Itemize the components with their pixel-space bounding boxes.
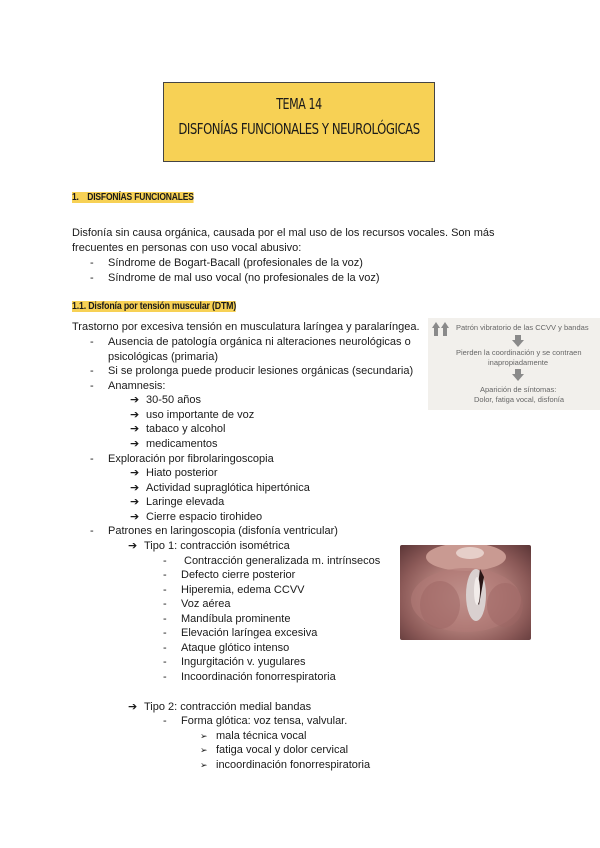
dash-bullet-icon: - [163,569,167,581]
list-item: ➔ Hiato posterior [130,467,218,479]
list-item: - Hiperemia, edema CCVV [163,584,305,596]
arrow-bullet-icon: ➔ [128,701,138,713]
arrow-bullet-icon: ➔ [128,540,138,552]
list-item: - Ingurgitación v. yugulares [163,656,306,668]
list-item: - Patrones en laringoscopia (disfonía ventricular) [90,525,338,537]
dash-bullet-icon: - [163,671,167,683]
flowchart-step2-line1: Pierden la coordinación y se contraen [456,348,582,357]
list-item: ➢ mala técnica vocal [200,730,307,742]
list-item: - Exploración por fibrolaringoscopia [90,453,274,465]
arrow-bullet-icon: ➔ [130,511,140,523]
section11-intro: Trastorno por excesiva tensión en musculatura laríngea y paralaríngea. [72,321,420,333]
dash-bullet-icon: - [163,642,167,654]
list-item: ➢ incoordinación fonorrespiratoria [200,759,371,771]
arrow-bullet-icon: ➔ [130,394,140,406]
list-item: - Incoordinación fonorrespiratoria [163,671,336,683]
flowchart-figure [428,318,600,410]
list-item: - Ataque glótico intenso [163,642,290,654]
list-item: ➔ uso importante de voz [130,409,255,421]
list-item: ➔ Cierre espacio tirohideo [130,511,263,523]
dash-bullet-icon: - [163,613,167,625]
dash-bullet-icon: - [163,715,167,727]
list-item: ➢ fatiga vocal y dolor cervical [200,744,349,756]
list-item: ➔ Tipo 2: contracción medial bandas [128,701,312,713]
dash-bullet-icon: - [163,627,167,639]
triangle-bullet-icon: ➢ [200,760,208,770]
section1-intro-line1: Disfonía sin causa orgánica, causada por el mal uso de los recursos vocales. Son más [72,227,495,239]
list-item: ➔ 30-50 años [130,394,202,406]
double-up-arrow-icon [432,322,452,336]
dash-bullet-icon: - [90,336,94,348]
list-item-continuation: psicológicas (primaria) [108,351,219,363]
arrow-bullet-icon: ➔ [130,438,140,450]
section11-heading: 1.1. Disfonía por tensión muscular (DTM) [72,301,237,312]
dash-bullet-icon: - [90,453,94,465]
section1-number: 1. [72,192,79,203]
list-item: ➔ Actividad supraglótica hipertónica [130,482,310,494]
section1-title: DISFONÍAS FUNCIONALES [87,192,194,203]
arrow-bullet-icon: ➔ [130,409,140,421]
arrow-bullet-icon: ➔ [130,423,140,435]
list-item: - Si se prolonga puede producir lesiones orgánicas (secundaria) [90,365,414,377]
section1-heading [72,192,194,203]
list-item: - Contracción generalizada m. intrínsecos [163,555,381,567]
section1-intro-line2: frecuentes en personas con uso vocal abusivo: [72,242,302,254]
list-item: ➔ Laringe elevada [130,496,225,508]
dash-bullet-icon: - [163,584,167,596]
dash-bullet-icon: - [163,656,167,668]
list-item: - Forma glótica: voz tensa, valvular. [163,715,348,727]
list-item: - Defecto cierre posterior [163,569,296,581]
flowchart-step2-line2: inapropiadamente [488,358,549,367]
arrow-bullet-icon: ➔ [130,496,140,508]
dash-bullet-icon: - [90,380,94,392]
list-item: ➔ tabaco y alcohol [130,423,226,435]
flowchart-step3-line2: Dolor, fatiga vocal, disfonía [474,395,565,404]
dash-bullet-icon: - [163,598,167,610]
arrow-bullet-icon: ➔ [130,482,140,494]
list-item: - Ausencia de patología orgánica ni alteraciones neurológicas o [90,336,411,348]
list-item: - Voz aérea [163,598,231,610]
flowchart-step1: Patrón vibratorio de las CCVV y bandas [456,323,589,332]
list-item: - Anamnesis: [90,380,166,392]
list-item: ➔ medicamentos [130,438,218,450]
section1-intro [72,226,532,256]
dash-bullet-icon: - [90,365,94,377]
dash-bullet-icon: - [90,257,94,269]
title-line2: DISFONÍAS FUNCIONALES Y NEUROLÓGICAS [178,120,420,138]
triangle-bullet-icon: ➢ [200,731,208,741]
list-item: - Síndrome de Bogart-Bacall (profesionales de la voz) [90,257,363,269]
flowchart-step3-line1: Aparición de síntomas: [480,385,557,394]
down-arrow-icon [512,335,524,347]
down-arrow-icon [512,369,524,381]
arrow-bullet-icon: ➔ [130,467,140,479]
dash-bullet-icon: - [90,525,94,537]
list-item: - Elevación laríngea excesiva [163,627,318,639]
list-item: - Síndrome de mal uso vocal (no profesionales de la voz) [90,272,380,284]
list-item: ➔ Tipo 1: contracción isométrica [128,540,290,552]
dash-bullet-icon: - [90,272,94,284]
list-item: - Mandíbula prominente [163,613,291,625]
triangle-bullet-icon: ➢ [200,745,208,755]
title-box [163,82,435,162]
title-line1: TEMA 14 [276,95,322,113]
dash-bullet-icon: - [163,555,167,567]
laryngoscopy-image [400,545,531,640]
